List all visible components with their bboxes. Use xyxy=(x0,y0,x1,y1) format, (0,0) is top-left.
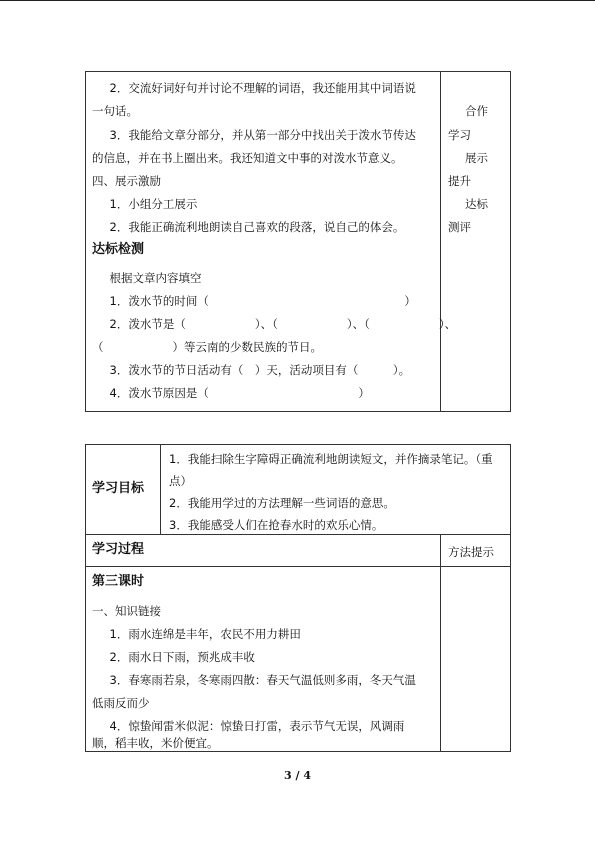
goal-item: 1．我能扫除生字障碍正确流利地朗读短文，并作摘录笔记。（重 xyxy=(169,452,493,466)
list-item: 2．雨水日下雨，预兆成丰收 xyxy=(98,650,255,664)
text-line: 根据文章内容填空 xyxy=(98,271,202,285)
page-number: 3 / 4 xyxy=(284,769,311,782)
method-label: 方法提示 xyxy=(448,545,494,559)
test-heading: 达标检测 xyxy=(92,242,145,257)
goal-item: 3．我能感受人们在抢春水时的欢乐心情。 xyxy=(169,518,384,532)
text-line: 2．交流好词好句并讨论不理解的词语，我还能用其中词语说 xyxy=(98,81,416,95)
lesson-title: 第三课时 xyxy=(92,574,145,589)
text-line: 一句话。 xyxy=(92,104,138,118)
list-item: 1．雨水连绵是丰年，农民不用力耕田 xyxy=(98,627,301,641)
fill-blank-item: 1．泼水节的时间（ ） xyxy=(98,294,416,308)
section-title: 一、知识链接 xyxy=(92,604,161,618)
goal-item: 点） xyxy=(169,474,192,488)
goal-item: 2．我能用学过的方法理解一些词语的意思。 xyxy=(169,496,395,510)
column-divider xyxy=(440,534,441,751)
table-continued xyxy=(85,71,511,412)
goal-divider xyxy=(160,445,161,534)
text-line: 的信息，并在书上圈出来。我还知道文中事的对泼水节意义。 xyxy=(92,151,403,165)
text-line: 1．小组分工展示 xyxy=(98,197,198,211)
lesson-table xyxy=(85,444,511,752)
column-divider xyxy=(440,72,441,411)
text-line: 2．我能正确流利地朗读自己喜欢的段落，说自己的体会。 xyxy=(98,220,405,234)
side-note: 测评 xyxy=(448,220,471,234)
side-note: 提升 xyxy=(448,174,471,188)
fill-blank-item: （ ）等云南的少数民族的节日。 xyxy=(92,340,322,354)
list-item: 4．惊蛰闻雷米似泥：惊蛰日打雷，表示节气无误，风调雨 xyxy=(98,719,405,733)
section-title: 四、展示激励 xyxy=(92,174,161,188)
row-divider xyxy=(86,534,510,535)
fill-blank-item: 2．泼水节是（ ）、（ ）、（ ）、 xyxy=(98,317,457,331)
row-divider xyxy=(86,566,510,567)
fill-blank-item: 3．泼水节的节日活动有（ ）天，活动项目有（ ）。 xyxy=(98,363,411,377)
list-item: 3．春寒雨若泉，冬寒雨四散：春天气温低则多雨，冬天气温 xyxy=(98,673,416,687)
side-note: 合作 xyxy=(465,104,488,118)
goal-label: 学习目标 xyxy=(92,481,145,496)
process-label: 学习过程 xyxy=(92,542,145,557)
list-item: 顺，稻丰收，米价便宜。 xyxy=(92,736,219,750)
side-note: 学习 xyxy=(448,128,471,142)
fill-blank-item: 4．泼水节原因是（ ） xyxy=(98,386,370,400)
side-note: 达标 xyxy=(465,197,488,211)
text-line: 3．我能给文章分部分，并从第一部分中找出关于泼水节传达 xyxy=(98,128,416,142)
list-item: 低雨反而少 xyxy=(92,696,150,710)
side-note: 展示 xyxy=(465,151,488,165)
top-rule xyxy=(0,0,595,1)
